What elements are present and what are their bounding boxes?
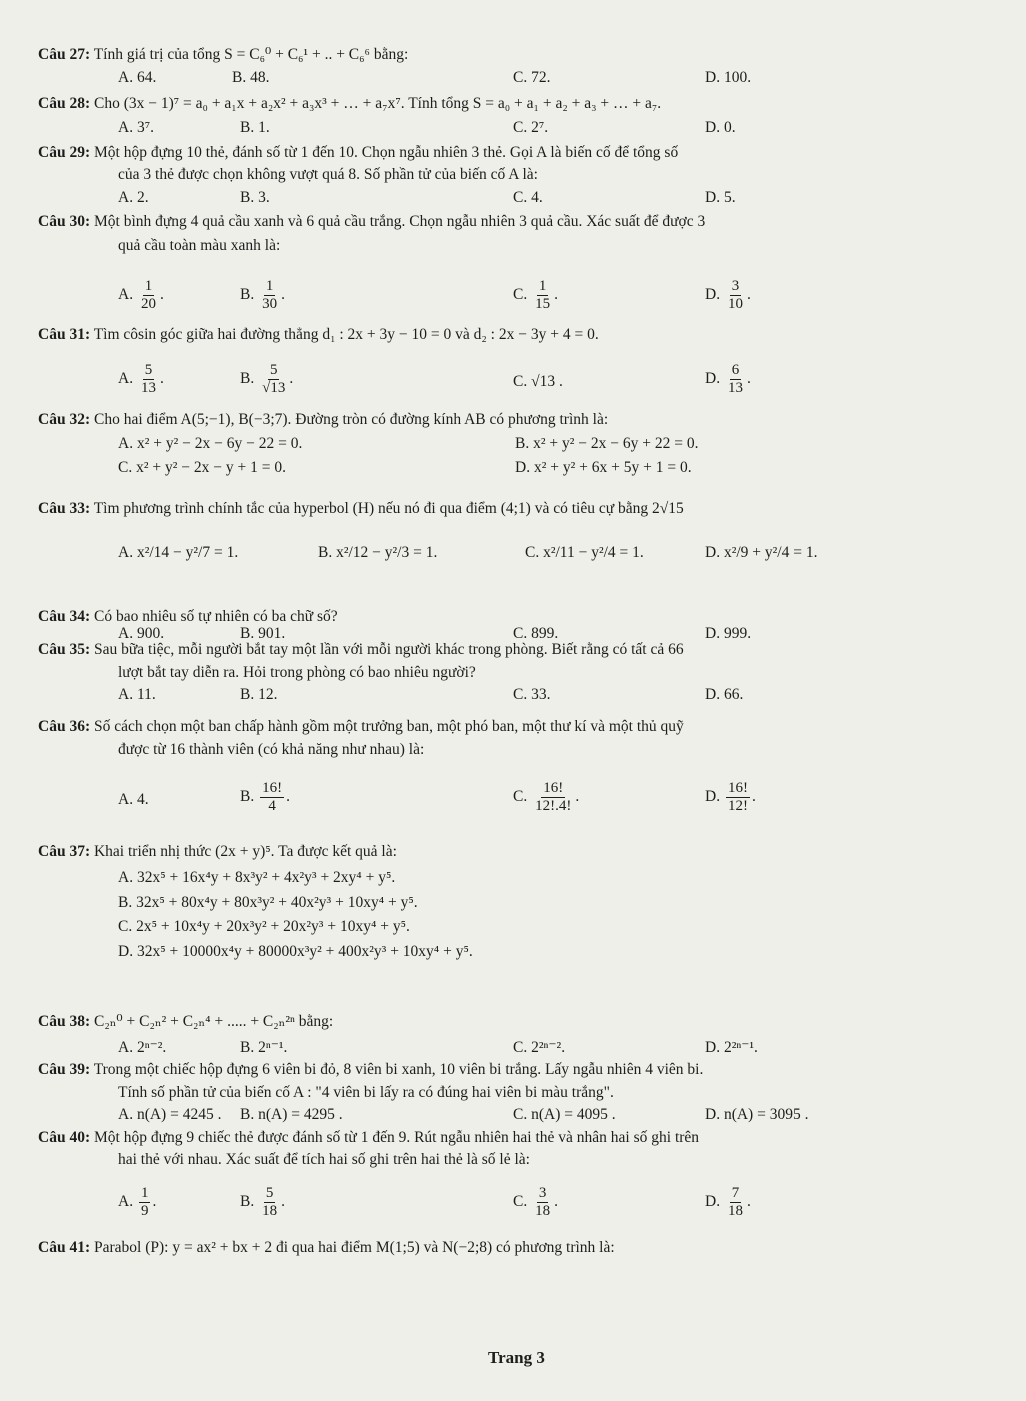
punctuation: . [554,1193,558,1211]
numerator: 1 [140,1185,149,1201]
answer-option[interactable]: A. x² + y² − 2x − 6y − 22 = 0. [118,435,303,452]
punctuation: . [751,788,756,806]
denominator: 13 [727,380,743,396]
fraction [533,780,573,815]
fraction [260,362,287,397]
answer-option[interactable]: D. 2²ⁿ⁻¹. [705,1039,758,1056]
question-label: Câu 31: [38,326,91,343]
question-stem: Một hộp đựng 9 chiếc thẻ được đánh số từ 1 đến 9. Rút ngẫu nhiên hai thẻ và nhân hai số ghi trên [90,1129,700,1146]
answer-option[interactable]: C. 899. [513,625,559,642]
punctuation: . [281,1193,285,1211]
numerator: 16! [543,780,564,796]
answer-option[interactable]: D. 5. [705,189,736,206]
answer-option[interactable]: A. 11. [118,686,156,703]
option-letter: D. [705,788,724,806]
option-letter: D. [705,286,724,304]
option-letter: A. [118,370,137,388]
punctuation: . [746,1193,751,1211]
punctuation: . [286,788,290,806]
answer-option[interactable] [513,278,558,313]
numerator: 3 [538,1185,547,1201]
question-label: Câu 40: [38,1129,91,1146]
punctuation: . [159,286,164,304]
answer-option[interactable] [240,780,290,815]
denominator: √13 [262,380,286,396]
answer-option[interactable]: B. 901. [240,625,286,642]
fraction [533,278,552,313]
option-letter: D. [705,1193,724,1211]
question-text [38,640,684,660]
question-stem: Một hộp đựng 10 thẻ, đánh số từ 1 đến 10. Chọn ngẫu nhiên 3 thẻ. Gọi A là biến cố để tổng số [90,144,679,161]
fraction [139,362,158,397]
question-stem: Parabol (P): y = ax² + bx + 2 đi qua hai điểm M(1;5) và N(−2;8) có phương trình là: [90,1239,615,1256]
answer-option[interactable]: A. 4. [118,791,149,808]
question-text-continued: được từ 16 thành viên (có khả năng như nhau) là: [118,741,425,758]
option-letter: B. [240,788,259,806]
fraction [533,1185,552,1220]
answer-option[interactable]: A. 2ⁿ⁻². [118,1039,167,1056]
question-text [38,1238,615,1258]
question-stem: Trong một chiếc hộp đựng 6 viên bi đỏ, 8 viên bi xanh, 10 viên bi trắng. Lấy ngẫu nhiên 4 viên bi. [90,1061,704,1078]
answer-option[interactable]: D. n(A) = 3095 . [705,1106,809,1123]
answer-option[interactable]: C. 33. [513,686,551,703]
question-label: Câu 35: [38,641,91,658]
punctuation: . [746,286,751,304]
answer-option[interactable]: D. 100. [705,69,752,86]
denominator: 20 [140,296,156,312]
question-label: Câu 37: [38,843,91,860]
question-label: Câu 33: [38,500,91,517]
punctuation: . [289,370,294,388]
question-text [38,212,705,232]
question-stem: Sau bữa tiệc, mỗi người bắt tay một lần với mỗi người khác trong phòng. Biết rằng có tất cả 66 [90,641,684,658]
answer-option[interactable] [240,1185,285,1220]
answer-option[interactable]: D. 66. [705,686,744,703]
answer-option[interactable]: A. 2. [118,189,149,206]
answer-option[interactable]: B. 48. [232,69,270,86]
question-text [38,842,397,862]
punctuation: . [746,370,751,388]
answer-option[interactable]: B. 2ⁿ⁻¹. [240,1039,288,1056]
answer-option[interactable] [705,1185,751,1220]
question-text [38,607,338,627]
question-stem: Cho hai điểm A(5;−1), B(−3;7). Đường tròn có đường kính AB có phương trình là: [90,411,609,428]
answer-option[interactable]: C. 2²ⁿ⁻². [513,1039,566,1056]
question-label: Câu 28: [38,95,91,112]
answer-option[interactable]: D. 999. [705,625,752,642]
answer-option[interactable]: C. 4. [513,189,543,206]
question-text-continued: của 3 thẻ được chọn không vượt quá 8. Số phần tử của biến cố A là: [118,166,538,183]
answer-option[interactable]: B. 32x⁵ + 80x⁴y + 80x³y² + 40x²y³ + 10xy⁴ + y⁵. [118,894,418,911]
question-stem: Tính giá trị của tổng S = C₆⁰ + C₆¹ + .. + C₆⁶ bằng: [90,46,409,63]
question-stem: Tìm phương trình chính tắc của hyperbol (H) nếu nó đi qua điểm (4;1) và có tiêu cự bằng 2√15 [90,500,684,517]
question-text-continued: Tính số phần tử của biến cố A : "4 viên bi lấy ra có đúng hai viên bi màu trắng". [118,1084,614,1101]
answer-option[interactable]: A. x²/14 − y²/7 = 1. [118,544,239,561]
question-stem: Cho (3x − 1)⁷ = a₀ + a₁x + a₂x² + a₃x³ + … + a₇x⁷. Tính tổng S = a₀ + a₁ + a₂ + a₃ + … + a₇. [90,95,662,112]
fraction [260,780,284,815]
question-text-continued: lượt bắt tay diễn ra. Hỏi trong phòng có bao nhiêu người? [118,664,476,681]
denominator: 4 [268,798,276,814]
answer-option[interactable] [240,362,293,397]
question-label: Câu 30: [38,213,91,230]
answer-option[interactable] [513,780,579,815]
question-label: Câu 38: [38,1013,91,1030]
answer-option[interactable]: C. 72. [513,69,551,86]
punctuation: . [152,1193,157,1211]
question-label: Câu 36: [38,718,91,735]
denominator: 18 [727,1203,743,1219]
question-text [38,325,599,345]
fraction [260,1185,279,1220]
question-label: Câu 34: [38,608,91,625]
numerator: 6 [731,362,740,378]
answer-option[interactable]: B. 12. [240,686,278,703]
answer-option[interactable]: C. x² + y² − 2x − y + 1 = 0. [118,459,286,476]
answer-option[interactable]: C. x²/11 − y²/4 = 1. [525,544,644,561]
answer-option[interactable] [705,780,756,815]
answer-option[interactable]: B. x² + y² − 2x − 6y + 22 = 0. [515,435,699,452]
answer-option[interactable]: C. 2⁷. [513,119,549,136]
question-label: Câu 41: [38,1239,91,1256]
question-text [38,717,684,737]
answer-option[interactable] [513,1185,558,1220]
answer-option[interactable]: D. 0. [705,119,736,136]
answer-option[interactable] [240,278,285,313]
denominator: 10 [727,296,743,312]
question-text [38,410,608,430]
option-letter: A. [118,286,137,304]
question-stem: Số cách chọn một ban chấp hành gồm một trưởng ban, một phó ban, một thư kí và một thủ quỹ [90,718,684,735]
option-letter: C. [513,1193,532,1211]
answer-option[interactable]: B. n(A) = 4295 . [240,1106,343,1123]
numerator: 3 [731,278,740,294]
denominator: 15 [535,296,551,312]
denominator: 13 [140,380,156,396]
punctuation: . [159,370,164,388]
answer-option[interactable] [118,278,164,313]
answer-option[interactable]: C. √13 . [513,373,563,390]
numerator: 7 [731,1185,740,1201]
answer-option[interactable] [118,362,164,397]
question-text [38,1012,333,1032]
answer-option[interactable]: B. 1. [240,119,270,136]
page-number: Trang 3 [488,1348,545,1367]
answer-option[interactable]: A. 3⁷. [118,119,154,136]
question-text-continued: quả cầu toàn màu xanh là: [118,237,281,254]
question-label: Câu 27: [38,46,91,63]
option-letter: C. [513,286,532,304]
question-label: Câu 32: [38,411,91,428]
punctuation: . [554,286,558,304]
answer-option[interactable] [705,362,751,397]
answer-option[interactable]: D. x²/9 + y²/4 = 1. [705,544,818,561]
option-letter: A. [118,1193,137,1211]
fraction [726,1185,745,1220]
numerator: 1 [538,278,547,294]
answer-option[interactable]: A. 64. [118,69,157,86]
answer-option[interactable]: D. x² + y² + 6x + 5y + 1 = 0. [515,459,692,476]
denominator: 18 [535,1203,551,1219]
question-stem: Khai triển nhị thức (2x + y)⁵. Ta được kết quả là: [90,843,397,860]
denominator: 9 [140,1203,149,1219]
numerator: 16! [727,780,748,796]
denominator: 18 [262,1203,278,1219]
numerator: 16! [262,780,283,796]
fraction [726,780,750,815]
option-letter: B. [240,370,259,388]
denominator: 12!.4! [535,798,572,814]
numerator: 5 [265,1185,274,1201]
fraction [726,278,745,313]
numerator: 1 [265,278,274,294]
question-text-continued: hai thẻ với nhau. Xác suất để tích hai số ghi trên hai thẻ là số lẻ là: [118,1151,530,1168]
answer-option[interactable]: B. x²/12 − y²/3 = 1. [318,544,438,561]
answer-option[interactable] [705,278,751,313]
question-label: Câu 39: [38,1061,91,1078]
question-stem: C₂ₙ⁰ + C₂ₙ² + C₂ₙ⁴ + ..... + C₂ₙ²ⁿ bằng: [90,1013,334,1030]
fraction [139,278,158,313]
question-text [38,1060,703,1080]
numerator: 1 [144,278,153,294]
punctuation: . [575,788,580,806]
question-text [38,143,678,163]
option-letter: B. [240,1193,259,1211]
question-stem: Một bình đựng 4 quả cầu xanh và 6 quả cầu trắng. Chọn ngẫu nhiên 3 quả cầu. Xác suất để được 3 [90,213,706,230]
answer-option[interactable]: A. n(A) = 4245 . [118,1106,222,1123]
fraction [260,278,279,313]
answer-option[interactable]: C. 2x⁵ + 10x⁴y + 20x³y² + 20x²y³ + 10xy⁴ + y⁵. [118,918,410,935]
question-stem: Tìm côsin góc giữa hai đường thẳng d₁ : 2x + 3y − 10 = 0 và d₂ : 2x − 3y + 4 = 0. [90,326,599,343]
question-text [38,1128,699,1148]
punctuation: . [281,286,285,304]
option-letter: C. [513,788,532,806]
fraction [139,1185,151,1220]
answer-option[interactable]: A. 900. [118,625,165,642]
question-text [38,45,408,65]
question-text [38,499,684,519]
denominator: 30 [262,296,278,312]
answer-option[interactable]: C. n(A) = 4095 . [513,1106,616,1123]
question-label: Câu 29: [38,144,91,161]
numerator: 5 [269,362,278,378]
question-stem: Có bao nhiêu số tự nhiên có ba chữ số? [90,608,338,625]
option-letter: D. [705,370,724,388]
answer-option[interactable]: A. 32x⁵ + 16x⁴y + 8x³y² + 4x²y³ + 2xy⁴ + y⁵. [118,869,396,886]
question-text [38,94,661,114]
fraction [726,362,745,397]
answer-option[interactable]: D. 32x⁵ + 10000x⁴y + 80000x³y² + 400x²y³ + 10xy⁴ + y⁵. [118,943,473,960]
answer-option[interactable] [118,1185,156,1220]
answer-option[interactable]: B. 3. [240,189,270,206]
denominator: 12! [727,798,748,814]
option-letter: B. [240,286,259,304]
numerator: 5 [144,362,153,378]
